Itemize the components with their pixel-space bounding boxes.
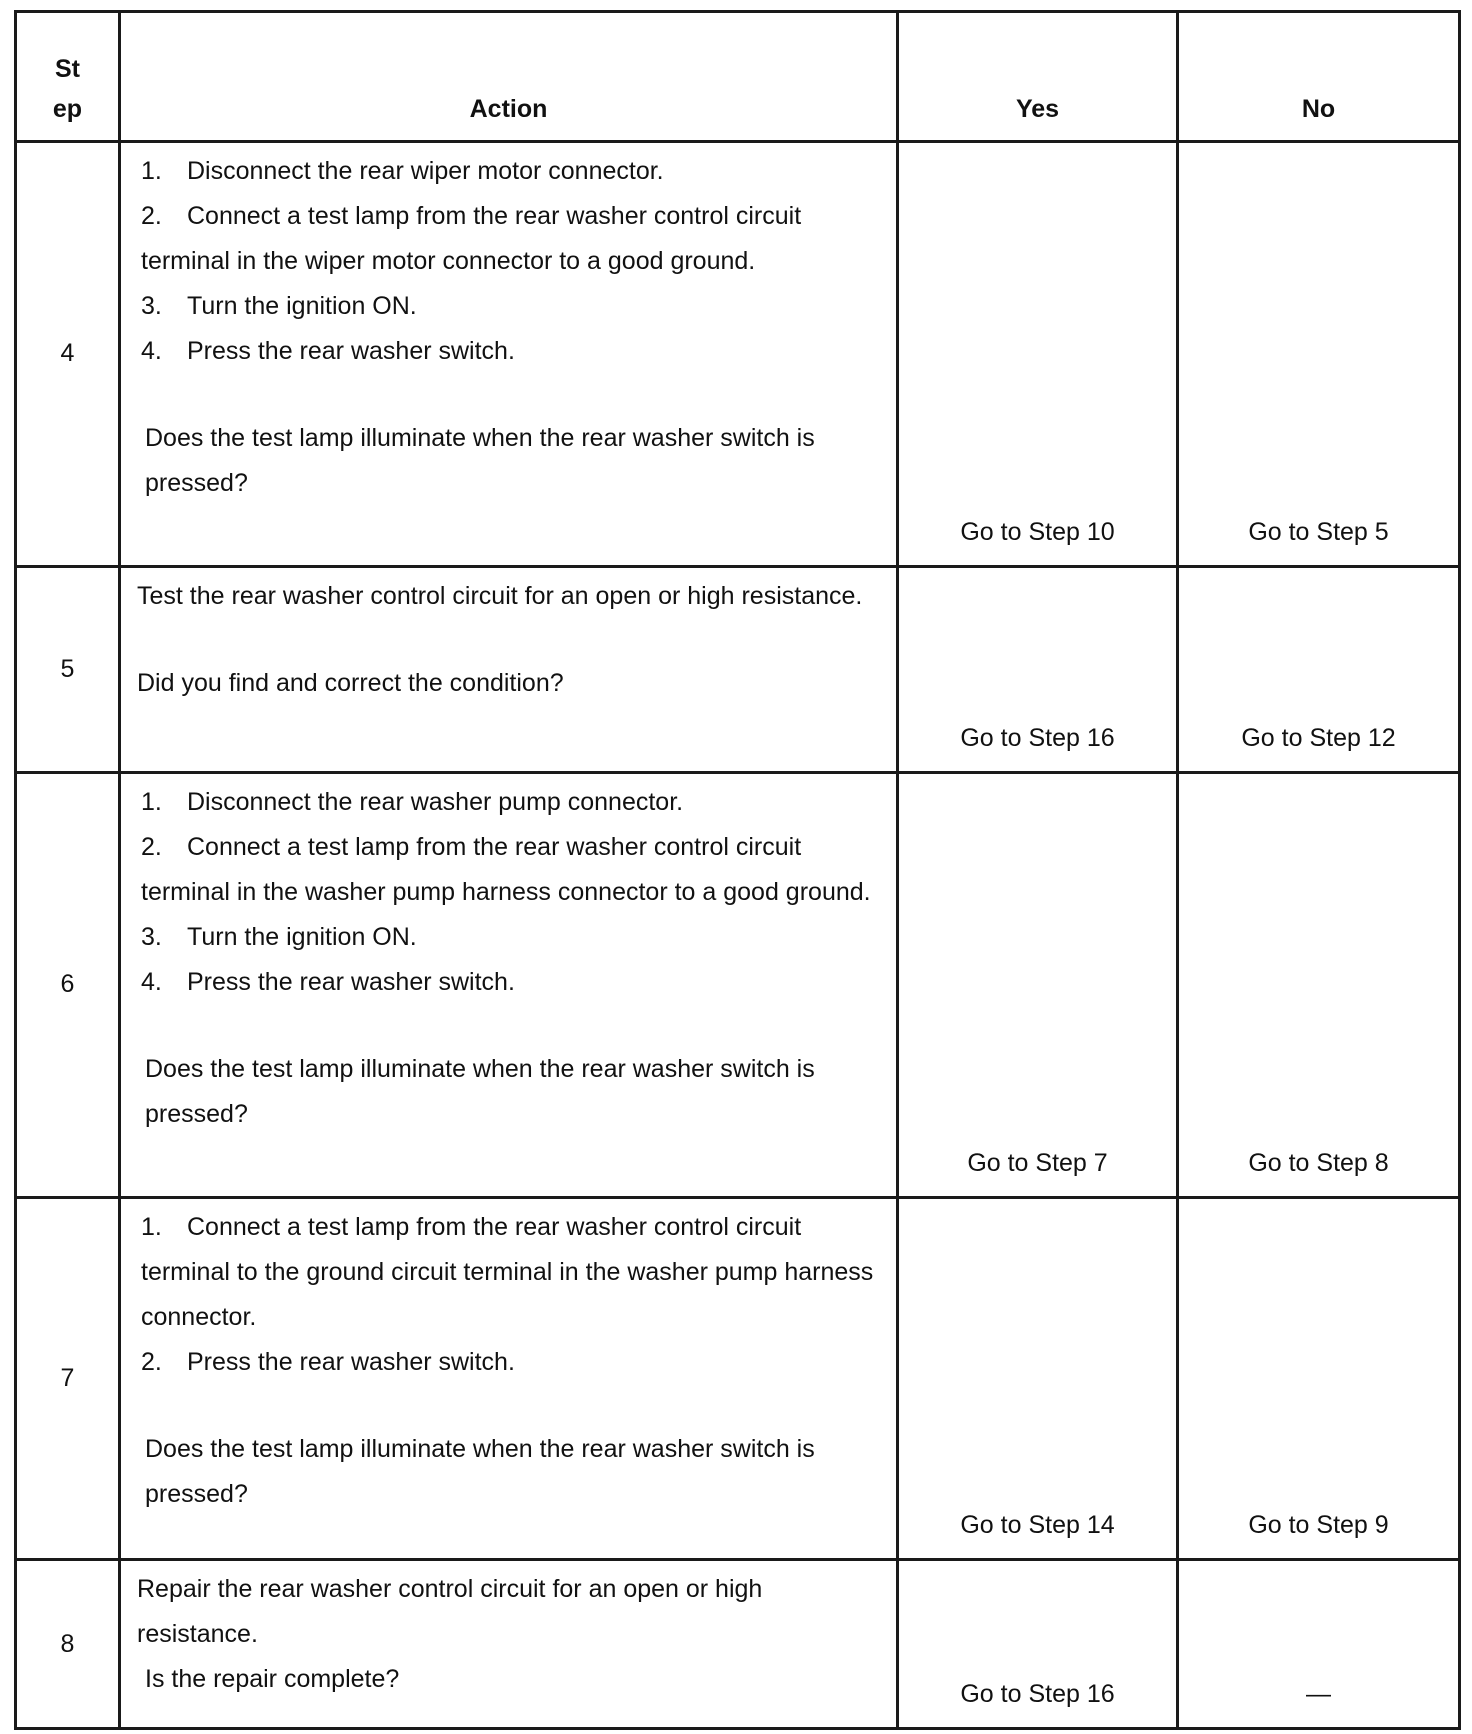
action-cell (120, 1560, 898, 1729)
header-row (16, 12, 1460, 142)
header-action: Action (120, 12, 898, 142)
action-text: Test the rear washer control circuit for an open or high resistance. (137, 581, 863, 610)
action-item: 4. Press the rear washer switch. (141, 967, 515, 996)
yes-result: Go to Step 16 (898, 1560, 1178, 1729)
yes-result: Go to Step 14 (898, 1197, 1178, 1560)
step-number: 7 (16, 1197, 120, 1560)
action-cell (120, 1197, 898, 1560)
action-item: 3. Turn the ignition ON. (141, 292, 417, 320)
no-result: Go to Step 5 (1178, 142, 1460, 567)
no-result: Go to Step 9 (1178, 1197, 1460, 1560)
action-item: 1. Disconnect the rear wiper motor connector. (141, 157, 664, 185)
table-row (16, 1197, 1460, 1560)
action-item: 4. Press the rear washer switch. (141, 337, 515, 365)
action-question: Does the test lamp illuminate when the rear washer switch is pressed? (145, 424, 815, 497)
action-item: 2. Press the rear washer switch. (141, 1347, 515, 1376)
table-row (16, 566, 1460, 772)
yes-result: Go to Step 7 (898, 772, 1178, 1197)
step-number: 6 (16, 772, 120, 1197)
action-item: 1. Disconnect the rear washer pump connector. (141, 787, 684, 816)
step-number: 4 (16, 142, 120, 567)
action-item: 2. Connect a test lamp from the rear washer control circuit terminal in the wiper motor connector to a good ground. (141, 202, 802, 275)
action-item: 2. Connect a test lamp from the rear washer control circuit terminal in the washer pump harness connector to a good ground. (141, 832, 871, 906)
table-row (16, 1560, 1460, 1729)
step-number: 5 (16, 566, 120, 772)
action-item: 3. Turn the ignition ON. (141, 922, 417, 951)
action-question: Does the test lamp illuminate when the rear washer switch is pressed? (145, 1054, 815, 1128)
action-question: Is the repair complete? (145, 1665, 400, 1694)
table-row (16, 772, 1460, 1197)
no-result: Go to Step 12 (1178, 566, 1460, 772)
action-cell (120, 772, 898, 1197)
header-step: St ep (16, 12, 120, 142)
action-text: Repair the rear washer control circuit for an open or high resistance. (137, 1575, 763, 1649)
yes-result: Go to Step 16 (898, 566, 1178, 772)
yes-result: Go to Step 10 (898, 142, 1178, 567)
action-question: Does the test lamp illuminate when the rear washer switch is pressed? (145, 1434, 815, 1508)
header-no: No (1178, 12, 1460, 142)
no-result: Go to Step 8 (1178, 772, 1460, 1197)
no-result: — (1178, 1560, 1460, 1729)
step-number: 8 (16, 1560, 120, 1729)
action-cell (120, 566, 898, 772)
action-item: 1. Connect a test lamp from the rear washer control circuit terminal to the ground circuit terminal in the washer pump harness connector. (141, 1212, 874, 1331)
table-row (16, 142, 1460, 567)
action-cell (120, 142, 898, 567)
header-yes: Yes (898, 12, 1178, 142)
action-question: Did you find and correct the condition? (137, 668, 564, 697)
diagnostic-table (14, 10, 1461, 1730)
